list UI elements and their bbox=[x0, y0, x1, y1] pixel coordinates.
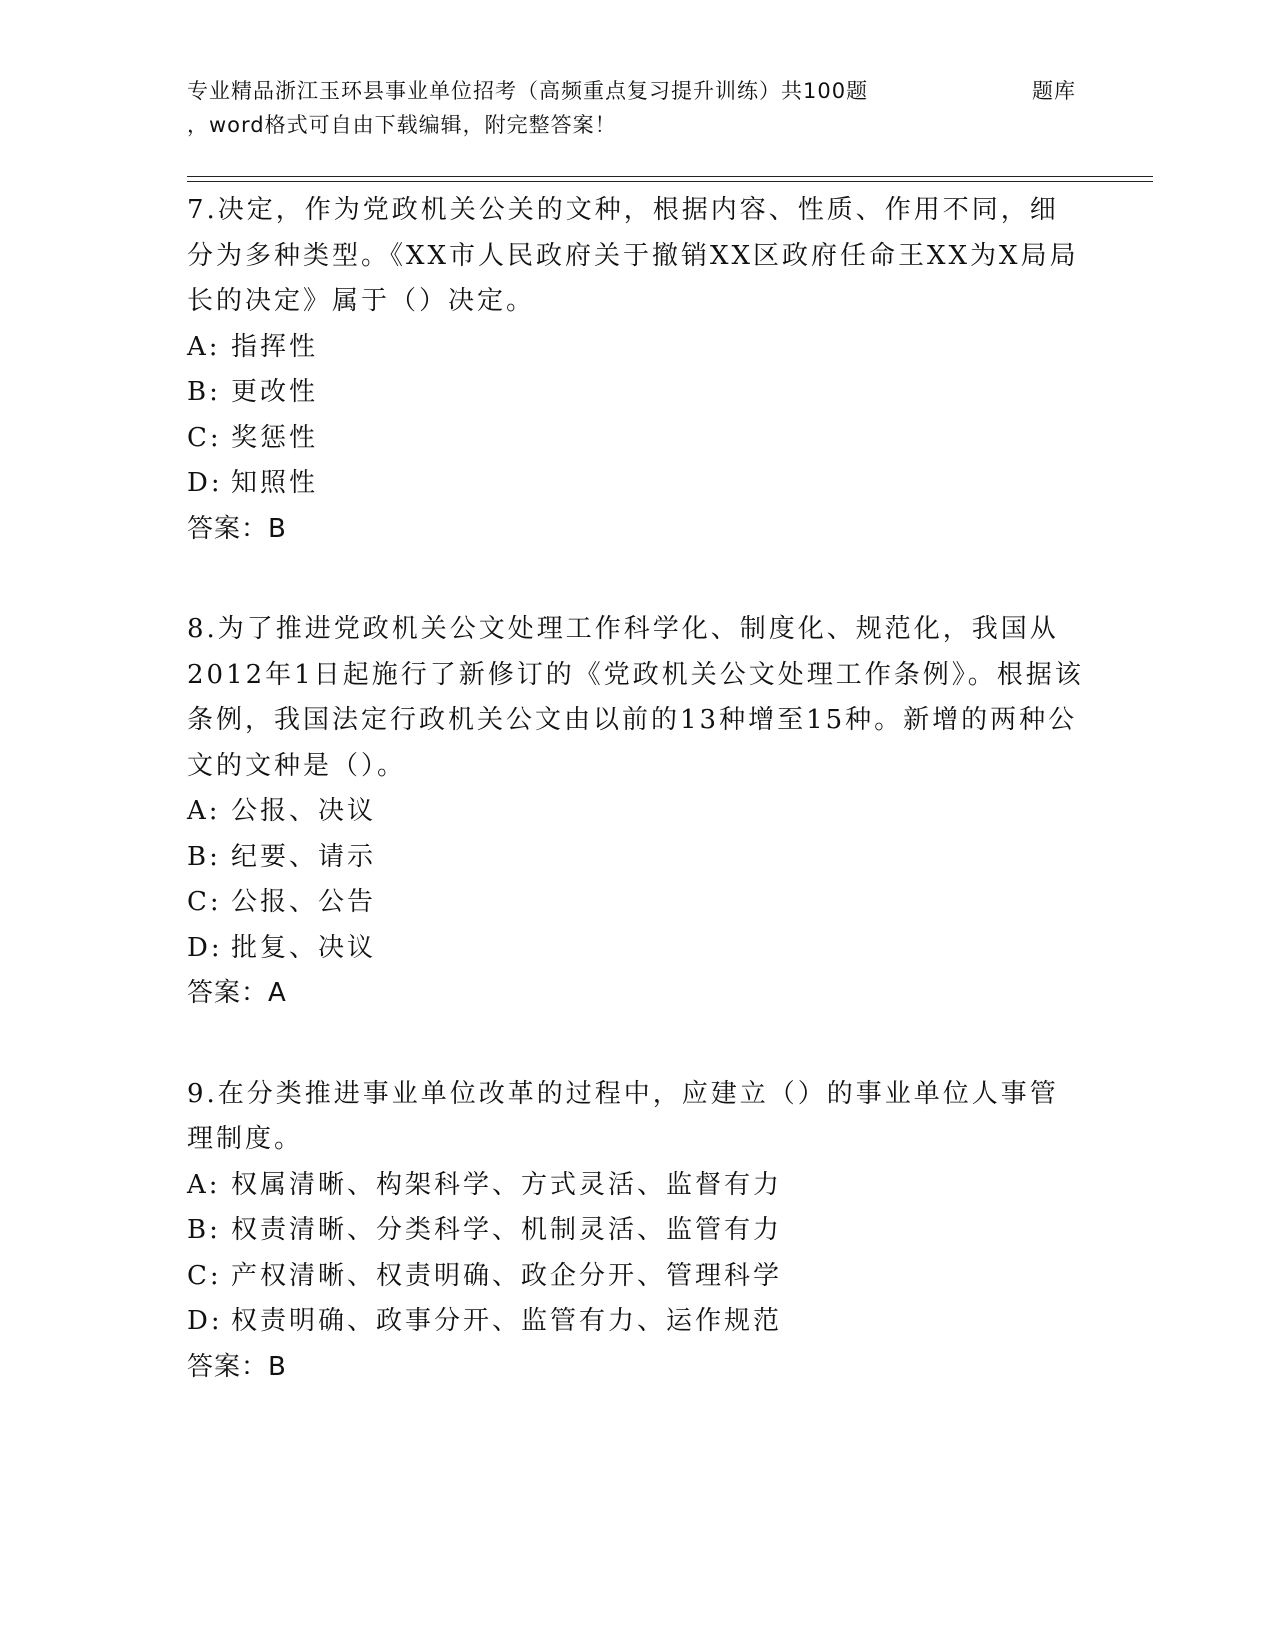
option-text: 权责清晰、分类科学、机制灵活、监管有力 bbox=[231, 1215, 783, 1245]
header-tag: 题库 bbox=[1032, 79, 1076, 103]
option-b bbox=[187, 1208, 1087, 1254]
option-letter: A: bbox=[187, 331, 221, 362]
answer-line: 答案：A bbox=[187, 978, 287, 1008]
question-stem: 7.决定，作为党政机关公关的文种，根据内容、性质、作用不同，细分为多种类型。《XX市人民政府关于撤销XX区政府任命王XX为X局局长的决定》属于（）决定。 bbox=[187, 195, 1079, 316]
option-letter: C: bbox=[187, 1260, 222, 1291]
option-letter: C: bbox=[187, 887, 222, 917]
header-title: 专业精品浙江玉环县事业单位招考（高频重点复习提升训练）共100题 bbox=[187, 79, 869, 103]
option-b bbox=[187, 835, 1087, 881]
option-letter: A: bbox=[187, 1169, 221, 1200]
option-letter: D: bbox=[187, 932, 223, 963]
option-text: 纪要、请示 bbox=[231, 841, 377, 872]
option-d bbox=[187, 926, 1087, 972]
option-letter: B: bbox=[187, 1215, 221, 1245]
question-item bbox=[187, 1072, 1087, 1391]
option-b bbox=[187, 370, 1087, 416]
option-letter: B: bbox=[187, 377, 221, 407]
option-c bbox=[187, 416, 1087, 462]
option-text: 产权清晰、权责明确、政企分开、管理科学 bbox=[231, 1260, 783, 1291]
option-c bbox=[187, 1254, 1087, 1300]
question-item bbox=[187, 188, 1087, 552]
option-text: 公报、公告 bbox=[231, 887, 377, 917]
page-header bbox=[187, 74, 1157, 142]
option-a bbox=[187, 789, 1087, 835]
option-text: 指挥性 bbox=[231, 331, 319, 362]
question-item bbox=[187, 607, 1087, 1017]
header-line-1 bbox=[187, 74, 1157, 108]
header-divider-top bbox=[187, 176, 1153, 177]
header-divider-bottom bbox=[187, 181, 1153, 182]
option-a bbox=[187, 325, 1087, 371]
answer-line: 答案：B bbox=[187, 513, 287, 544]
question-stem: 8.为了推进党政机关公文处理工作科学化、制度化、规范化，我国从2012年1日起施行了新修订的《党政机关公文处理工作条例》。根据该条例，我国法定行政机关公文由以前的13种增至15种。新增的两种公文的文种是（）。 bbox=[187, 614, 1084, 781]
option-letter: C: bbox=[187, 422, 222, 453]
option-text: 更改性 bbox=[231, 377, 319, 407]
option-text: 公报、决议 bbox=[231, 796, 377, 826]
option-d bbox=[187, 461, 1087, 507]
option-letter: A: bbox=[187, 796, 221, 826]
answer-line: 答案：B bbox=[187, 1351, 287, 1382]
question-list bbox=[187, 188, 1087, 1445]
option-text: 权责明确、政事分开、监管有力、运作规范 bbox=[231, 1306, 783, 1336]
option-text: 奖惩性 bbox=[231, 422, 319, 453]
option-text: 权属清晰、构架科学、方式灵活、监督有力 bbox=[231, 1169, 783, 1200]
option-d bbox=[187, 1299, 1087, 1345]
option-letter: D: bbox=[187, 1306, 223, 1336]
question-stem: 9.在分类推进事业单位改革的过程中，应建立（）的事业单位人事管理制度。 bbox=[187, 1078, 1059, 1154]
option-letter: D: bbox=[187, 468, 223, 498]
option-text: 知照性 bbox=[231, 468, 319, 498]
option-letter: B: bbox=[187, 841, 221, 872]
option-c bbox=[187, 880, 1087, 926]
header-line-2: ，word格式可自由下载编辑，附完整答案！ bbox=[187, 113, 617, 137]
option-text: 批复、决议 bbox=[231, 932, 377, 963]
option-a bbox=[187, 1163, 1087, 1209]
